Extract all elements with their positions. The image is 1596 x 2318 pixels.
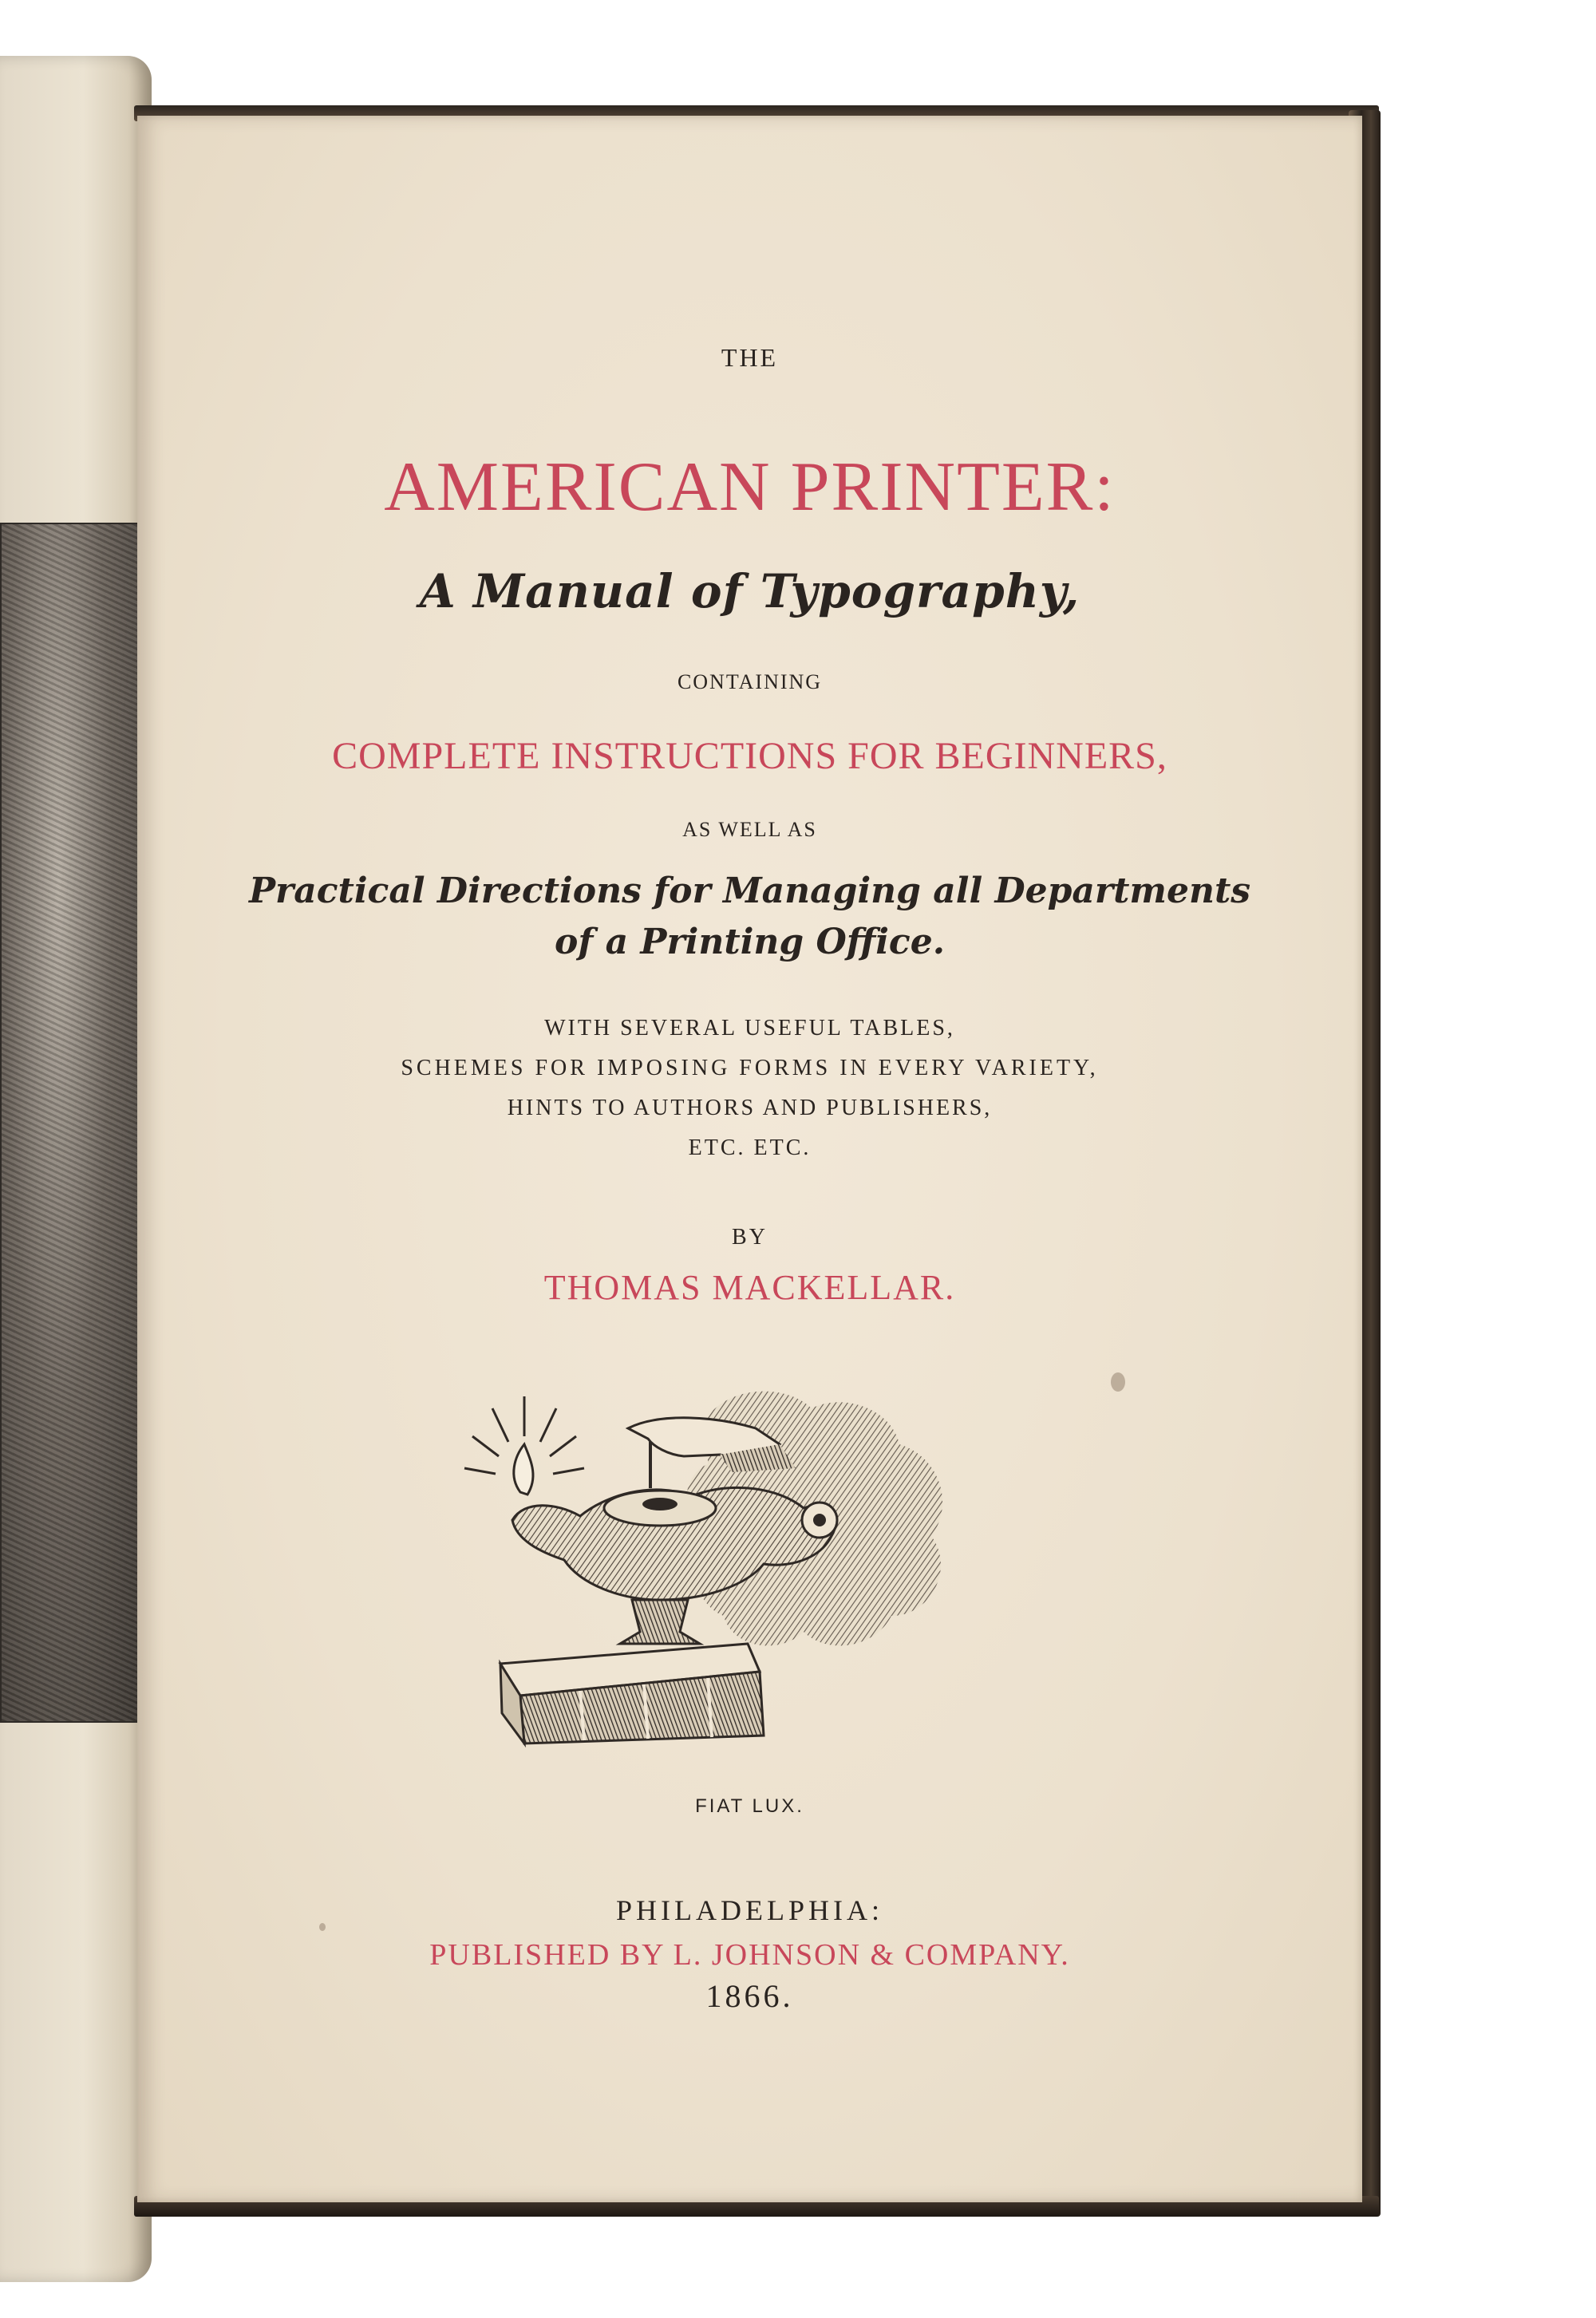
useful-tables-line: WITH SEVERAL USEFUL TABLES, (544, 1016, 955, 1041)
motto: FIAT LUX. (695, 1795, 804, 1817)
imprint-city: PHILADELPHIA: (616, 1894, 883, 1926)
lamp-vignette-icon (444, 1368, 1003, 1791)
subtitle: A Manual of Typography, (419, 564, 1080, 618)
imprint-year: 1866. (705, 1978, 794, 2014)
title-article: THE (721, 343, 779, 372)
hints-line: HINTS TO AUTHORS AND PUBLISHERS, (507, 1096, 993, 1120)
frontispiece-engraving (0, 523, 145, 1723)
complete-instructions: COMPLETE INSTRUCTIONS FOR BEGINNERS, (332, 735, 1167, 777)
imposing-forms-line: SCHEMES FOR IMPOSING FORMS IN EVERY VARIETY, (401, 1056, 1099, 1080)
foxing-spot (319, 1923, 326, 1931)
author-name: THOMAS MACKELLAR. (543, 1268, 956, 1307)
containing-label: CONTAINING (677, 670, 823, 693)
practical-directions-line2: of a Printing Office. (554, 922, 946, 962)
main-title: AMERICAN PRINTER: (384, 448, 1116, 526)
imprint-publisher: PUBLISHED BY L. JOHNSON & COMPANY. (429, 1938, 1070, 1972)
as-well-as-label: AS WELL AS (682, 818, 817, 841)
practical-directions-line1: Practical Directions for Managing all Departments (248, 871, 1251, 911)
etc-line: ETC. ETC. (688, 1135, 812, 1160)
foxing-spot (1111, 1372, 1125, 1392)
title-page (137, 116, 1362, 2202)
by-label: BY (732, 1225, 768, 1250)
